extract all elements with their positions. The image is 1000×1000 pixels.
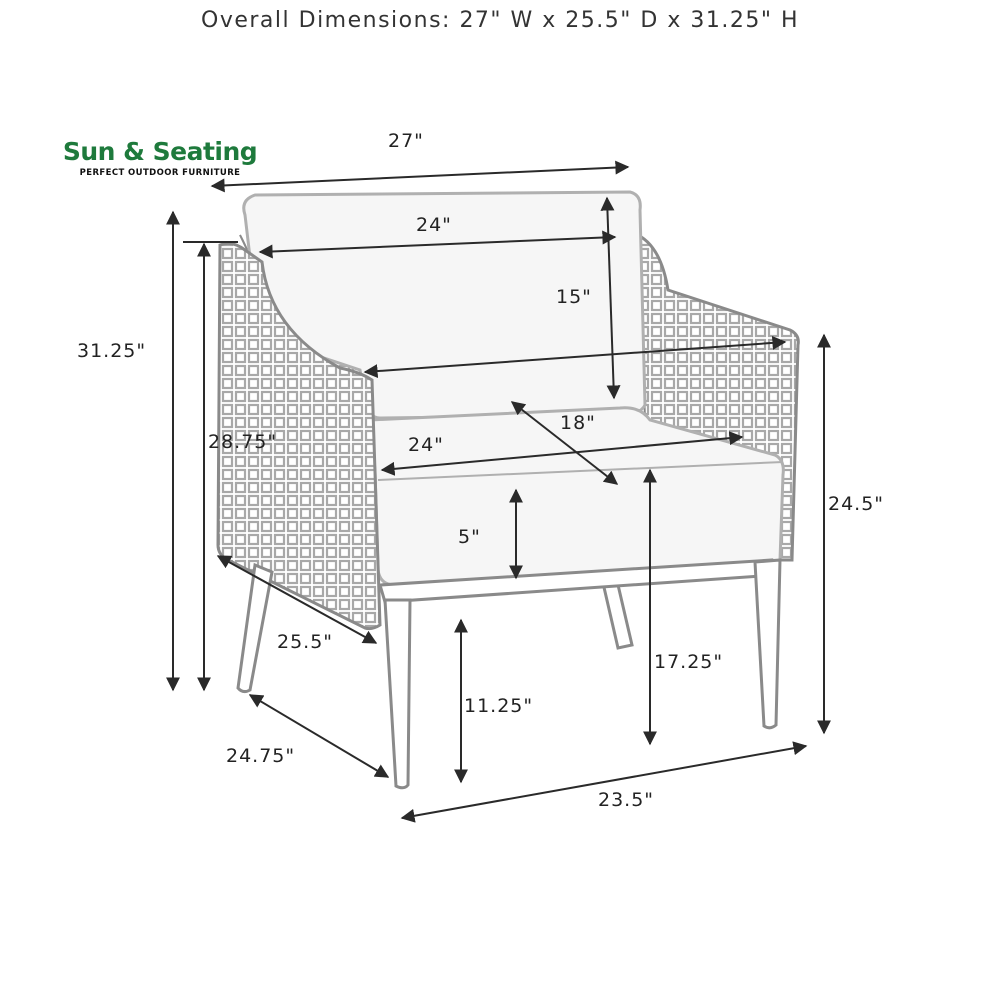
label-leg-width: 23.5"	[598, 789, 655, 811]
label-overall-height: 31.25"	[77, 340, 147, 362]
page-title: Overall Dimensions: 27" W x 25.5" D x 31.25" H	[201, 8, 799, 33]
label-seat-depth: 18"	[560, 412, 596, 434]
label-overall-width: 27"	[388, 130, 424, 152]
front-right-leg	[755, 560, 780, 728]
label-back-width: 24"	[416, 214, 452, 236]
label-back-height: 15"	[556, 286, 592, 308]
label-arm-height: 24.5"	[828, 493, 885, 515]
brand-tagline: PERFECT OUTDOOR FURNITURE	[79, 168, 241, 178]
label-seat-height: 17.25"	[654, 651, 724, 673]
label-leg-depth: 24.75"	[226, 745, 296, 767]
label-cushion-thickness: 5"	[458, 526, 481, 548]
label-back-frame-height: 28.75"	[208, 431, 278, 453]
dim-line-overall-width	[212, 167, 628, 186]
label-seat-width: 24"	[408, 434, 444, 456]
front-left-leg	[385, 600, 410, 788]
brand-name: Sun & Seating	[62, 137, 258, 166]
label-clearance: 11.25"	[464, 695, 534, 717]
label-overall-depth: 25.5"	[277, 631, 334, 653]
